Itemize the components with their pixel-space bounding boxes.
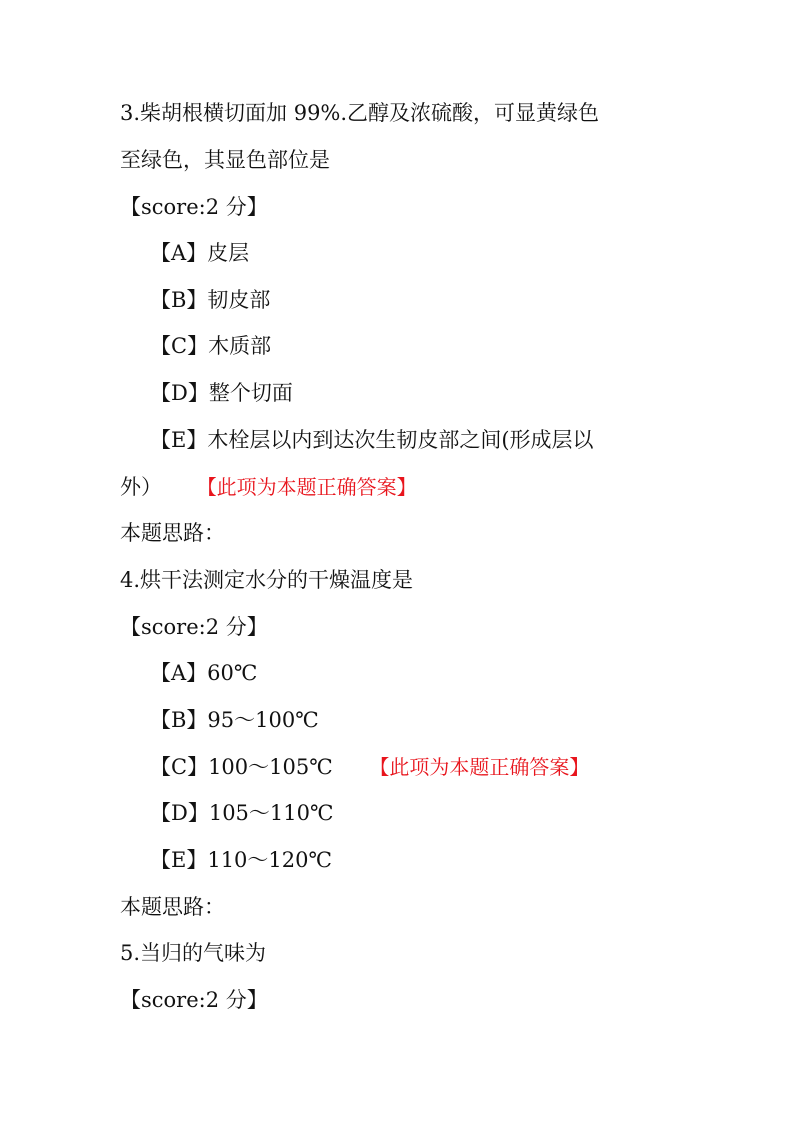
question-3-analysis: 本题思路： <box>120 521 225 545</box>
question-4-score: 【score:2 分】 <box>120 615 268 639</box>
question-3-option-e: 【E】木栓层以内到达次生韧皮部之间(形成层以 <box>150 428 594 452</box>
question-4-option-e: 【E】110～120℃ <box>150 848 332 872</box>
question-4-option-b: 【B】95～100℃ <box>150 708 319 732</box>
option-c-text: 【C】100～105℃ <box>150 755 333 779</box>
question-3-option-c: 【C】木质部 <box>150 334 272 358</box>
question-3-option-b: 【B】韧皮部 <box>150 288 271 312</box>
question-4-analysis: 本题思路： <box>120 895 225 919</box>
question-3-option-a: 【A】皮层 <box>150 241 250 265</box>
question-3-option-e-continuation <box>120 473 417 501</box>
question-3-score: 【score:2 分】 <box>120 195 268 219</box>
question-3-stem-line-1: 3.柴胡根横切面加 99%.乙醇及浓硫酸，可显黄绿色 <box>120 101 600 125</box>
question-4-option-a: 【A】60℃ <box>150 661 258 685</box>
question-3-option-d: 【D】整个切面 <box>150 381 293 405</box>
question-5-score: 【score:2 分】 <box>120 988 268 1012</box>
question-4-stem: 4.烘干法测定水分的干燥温度是 <box>120 568 414 592</box>
option-e-continuation-text: 外） <box>120 475 162 499</box>
correct-answer-marker: 【此项为本题正确答案】 <box>369 755 590 779</box>
question-5-stem: 5.当归的气味为 <box>120 941 267 965</box>
question-4-option-d: 【D】105～110℃ <box>150 801 334 825</box>
question-4-option-c <box>150 753 589 781</box>
question-3-stem-line-2: 至绿色，其显色部位是 <box>120 148 330 172</box>
correct-answer-marker: 【此项为本题正确答案】 <box>196 475 417 499</box>
